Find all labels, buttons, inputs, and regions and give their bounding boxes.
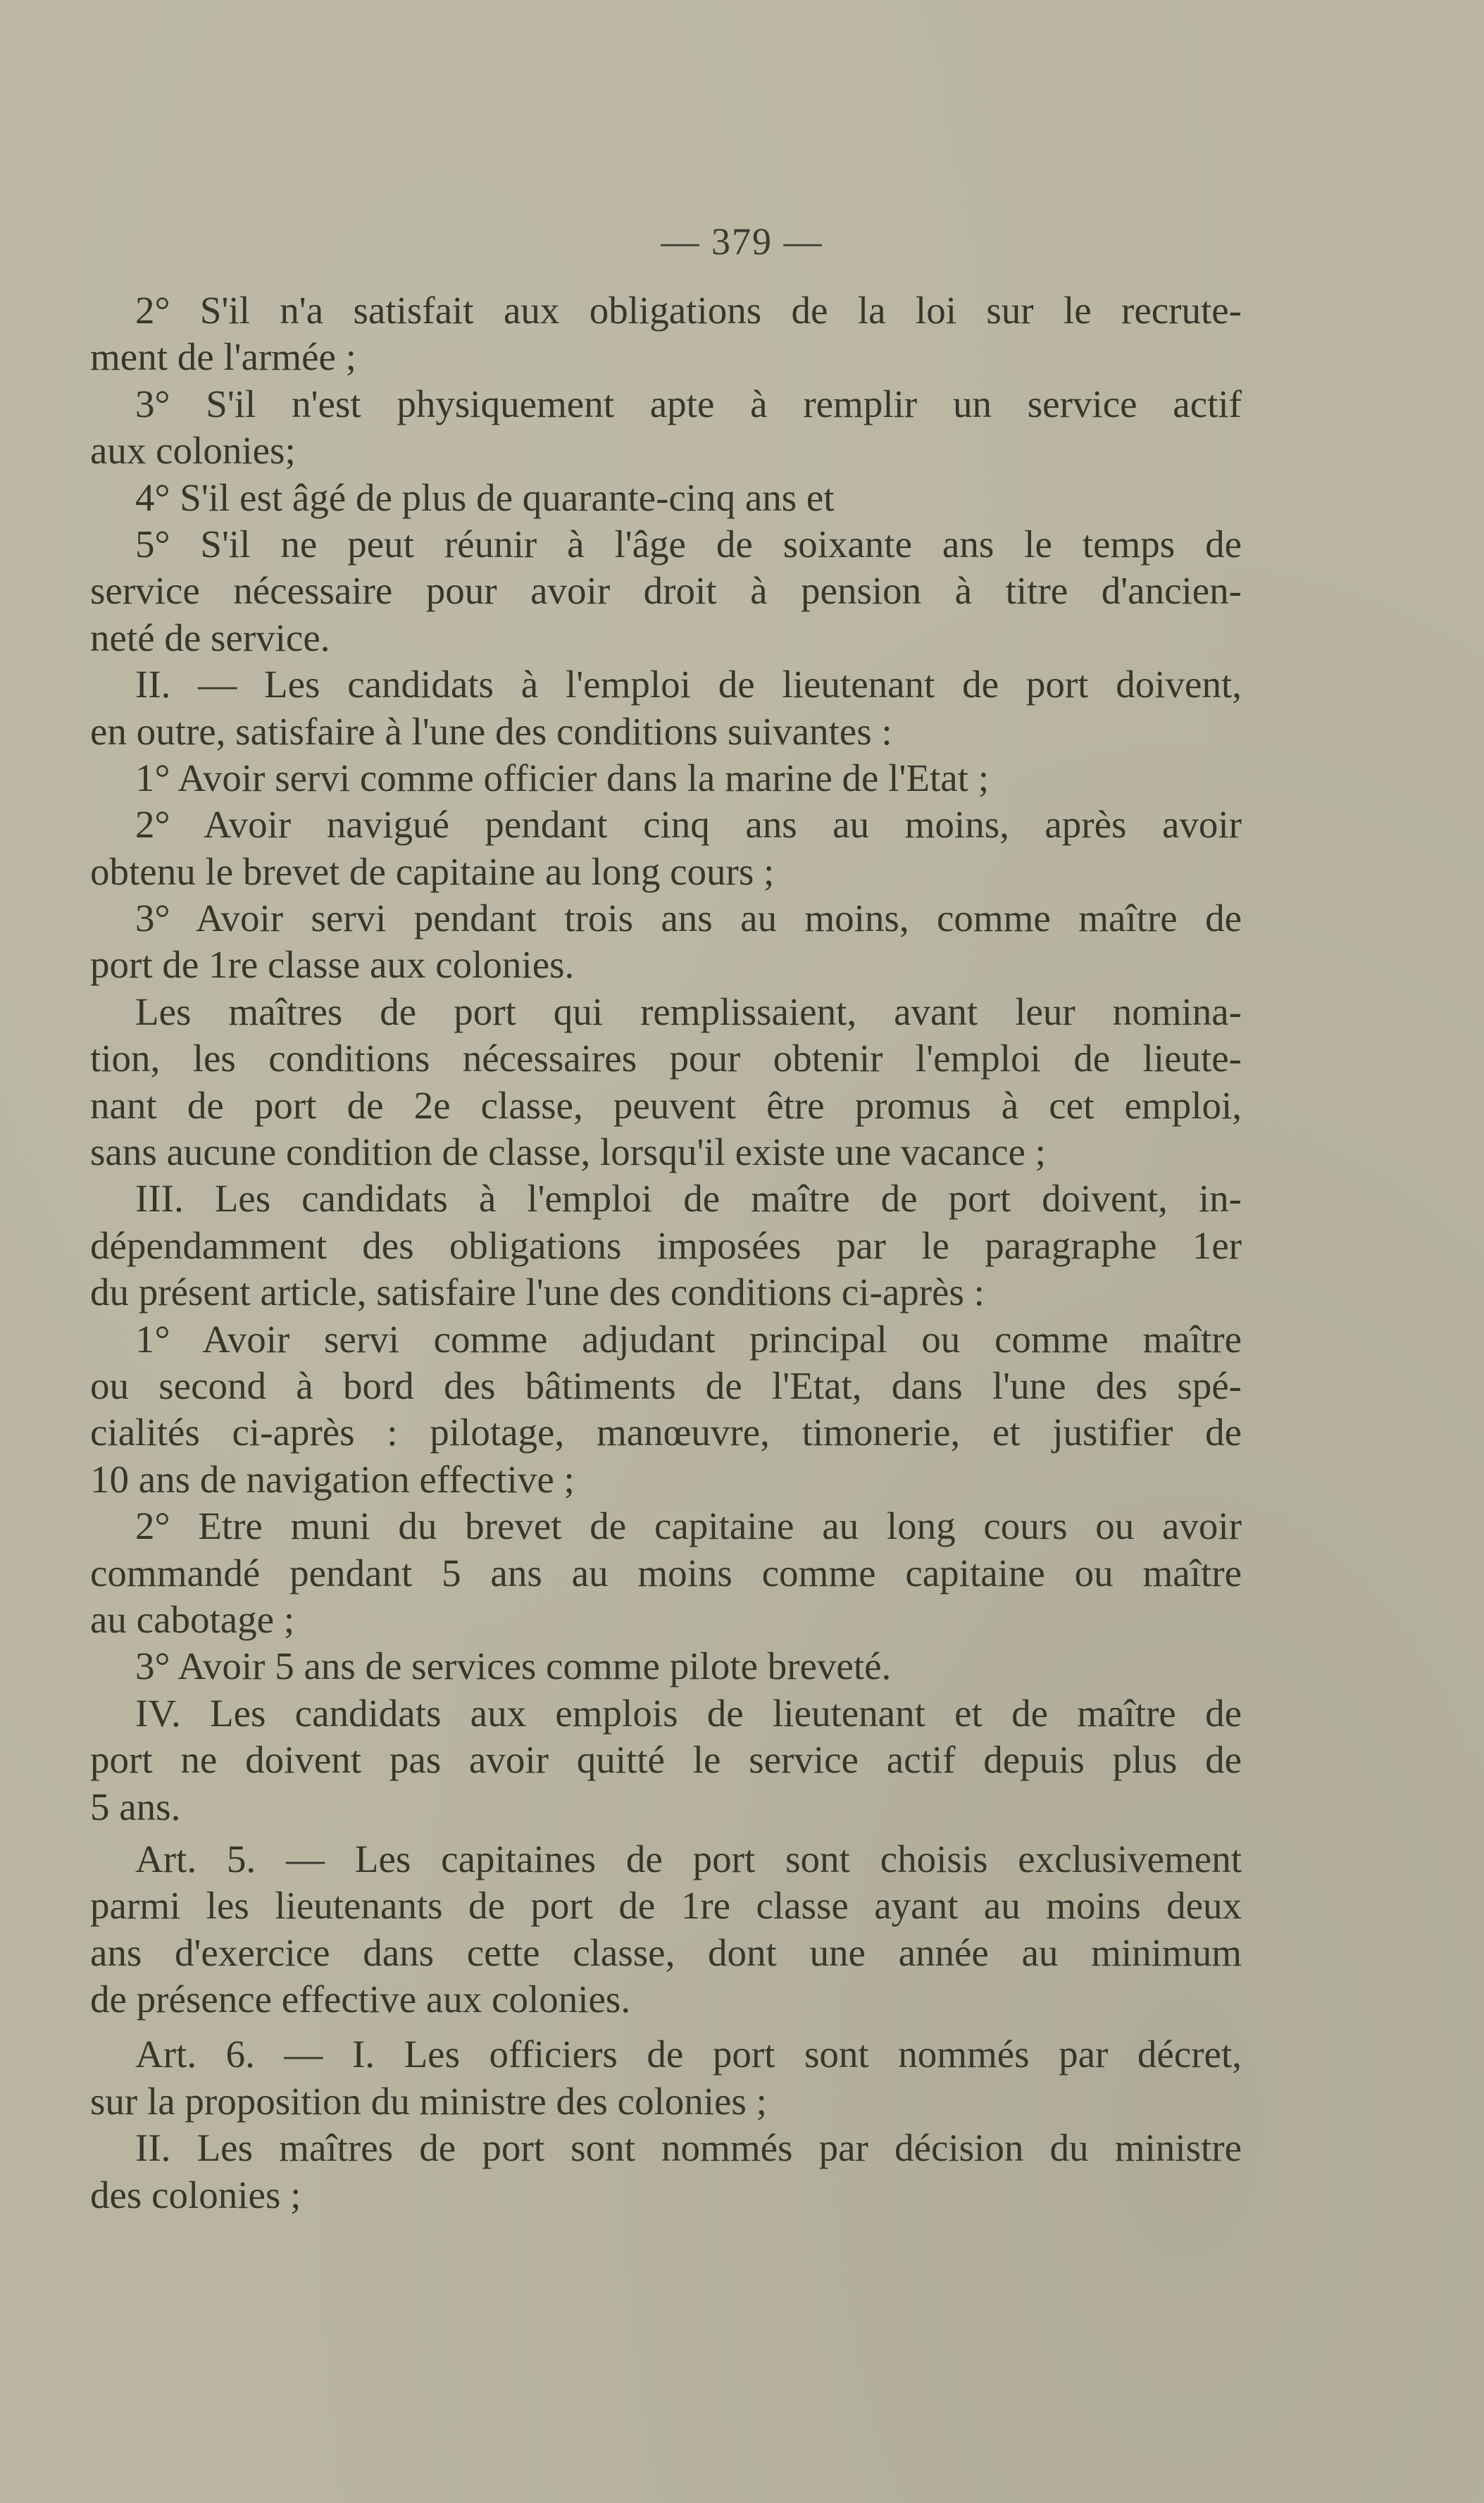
- text-line: service nécessaire pour avoir droit à pension à titre d'ancien-: [90, 569, 1242, 613]
- text-line: commandé pendant 5 ans au moins comme capitaine ou maître: [90, 1551, 1242, 1594]
- text-line: nant de port de 2e classe, peuvent être promus à cet emploi,: [90, 1083, 1242, 1127]
- text-line: aux colonies;: [90, 429, 296, 473]
- text-line: obtenu le brevet de capitaine au long cours ;: [90, 849, 775, 893]
- text-line: sur la proposition du ministre des colonies ;: [90, 2079, 767, 2123]
- text-line: dépendamment des obligations imposées par le paragraphe 1er: [90, 1223, 1242, 1267]
- text-line: sans aucune condition de classe, lorsqu'il existe une vacance ;: [90, 1130, 1046, 1174]
- text-line: ans d'exercice dans cette classe, dont une année au minimum: [90, 1930, 1242, 1974]
- text-line: des colonies ;: [90, 2173, 301, 2216]
- text-line: 10 ans de navigation effective ;: [90, 1457, 575, 1501]
- text-line: IV. Les candidats aux emplois de lieutenant et de maître de: [135, 1691, 1242, 1735]
- page-number: — 379 —: [661, 220, 823, 263]
- text-line: 3° Avoir servi pendant trois ans au moins, comme maître de: [135, 897, 1242, 940]
- text-line: Les maîtres de port qui remplissaient, avant leur nomina-: [135, 990, 1242, 1033]
- text-line: neté de service.: [90, 616, 330, 659]
- text-line: ou second à bord des bâtiments de l'Etat, dans l'une des spé-: [90, 1363, 1242, 1407]
- text-line: 2° Etre muni du brevet de capitaine au long cours ou avoir: [135, 1504, 1242, 1548]
- text-line: en outre, satisfaire à l'une des conditions suivantes :: [90, 709, 892, 753]
- text-line: cialités ci-après : pilotage, manœuvre, timonerie, et justifier de: [90, 1411, 1242, 1454]
- body-text: [90, 287, 1242, 2218]
- text-line: III. Les candidats à l'emploi de maître de port doivent, in-: [135, 1177, 1242, 1221]
- text-line: port de 1re classe aux colonies.: [90, 943, 575, 987]
- text-line: 2° Avoir navigué pendant cinq ans au moins, après avoir: [135, 803, 1242, 847]
- text-line: 3° Avoir 5 ans de services comme pilote breveté.: [135, 1644, 892, 1688]
- text-line: tion, les conditions nécessaires pour obtenir l'emploi de lieute-: [90, 1037, 1242, 1080]
- paragraph-gap: [90, 2023, 1242, 2031]
- text-line: 5° S'il ne peut réunir à l'âge de soixante ans le temps de: [135, 522, 1242, 566]
- text-line: Art. 6. — I. Les officiers de port sont nommés par décret,: [135, 2033, 1242, 2076]
- text-line: de présence effective aux colonies.: [90, 1978, 631, 2021]
- text-line: parmi les lieutenants de port de 1re classe ayant au moins deux: [90, 1884, 1242, 1928]
- text-line: 4° S'il est âgé de plus de quarante-cinq ans et: [135, 475, 835, 519]
- text-line: 1° Avoir servi comme officier dans la marine de l'Etat ;: [135, 756, 989, 799]
- text-line: du présent article, satisfaire l'une des conditions ci-après :: [90, 1271, 985, 1314]
- text-line: 3° S'il n'est physiquement apte à remplir un service actif: [135, 382, 1242, 425]
- paragraph-gap: [90, 1830, 1242, 1836]
- text-line: 2° S'il n'a satisfait aux obligations de la loi sur le recrute-: [135, 289, 1242, 332]
- text-line: au cabotage ;: [90, 1597, 295, 1641]
- text-line: II. Les maîtres de port sont nommés par décision du ministre: [135, 2126, 1242, 2170]
- text-line: port ne doivent pas avoir quitté le service actif depuis plus de: [90, 1738, 1242, 1782]
- text-line: II. — Les candidats à l'emploi de lieutenant de port doivent,: [135, 663, 1242, 706]
- text-line: Art. 5. — Les capitaines de port sont choisis exclusivement: [135, 1837, 1242, 1880]
- text-line: ment de l'armée ;: [90, 335, 356, 379]
- text-line: 5 ans.: [90, 1785, 181, 1828]
- text-line: 1° Avoir servi comme adjudant principal ou comme maître: [135, 1317, 1242, 1361]
